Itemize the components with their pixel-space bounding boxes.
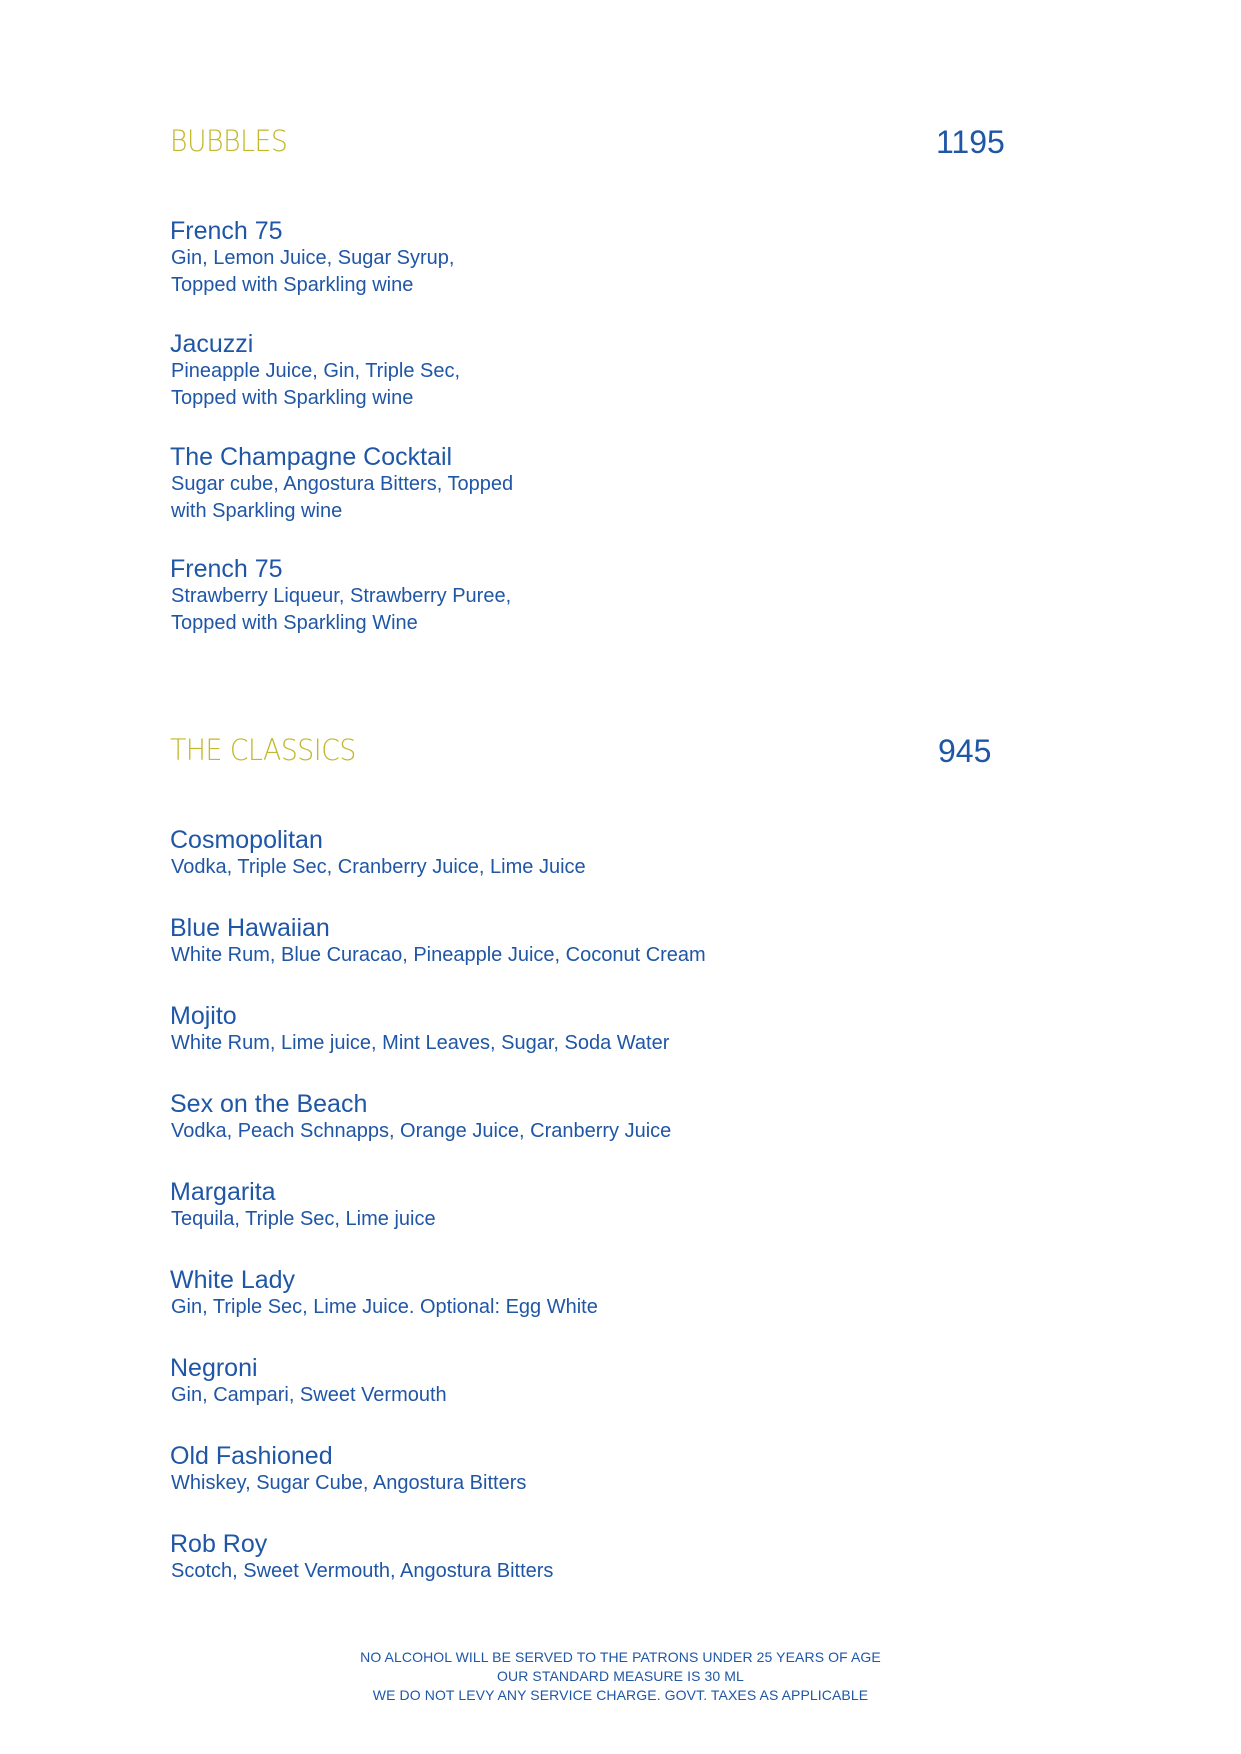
item-description	[171, 1294, 970, 1321]
item-description-line: Scotch, Sweet Vermouth, Angostura Bitters	[171, 1560, 554, 1582]
item-description-line: Gin, Campari, Sweet Vermouth	[171, 1384, 447, 1406]
section-price: 945	[938, 733, 992, 769]
footer-line: NO ALCOHOL WILL BE SERVED TO THE PATRONS UNDER 25 YEARS OF AGE	[360, 1649, 881, 1665]
item-name: Sex on the Beach	[170, 1090, 368, 1118]
item-name: French 75	[170, 555, 283, 583]
item-description	[171, 583, 970, 637]
item-name: Blue Hawaiian	[170, 914, 330, 942]
item-description-line: Tequila, Triple Sec, Lime juice	[171, 1208, 436, 1230]
menu-item	[170, 1354, 970, 1409]
menu-item	[170, 1178, 970, 1233]
item-name: The Champagne Cocktail	[170, 443, 453, 471]
item-description	[171, 1030, 970, 1057]
menu-item	[170, 443, 970, 525]
menu-item	[170, 217, 970, 299]
item-description-line: Vodka, Peach Schnapps, Orange Juice, Cranberry Juice	[171, 1120, 672, 1142]
item-description-line: Topped with Sparkling Wine	[171, 612, 418, 634]
item-description	[171, 1118, 970, 1145]
menu-item	[170, 555, 970, 637]
menu-item	[170, 1002, 970, 1057]
item-description	[171, 1470, 970, 1497]
footer-line: WE DO NOT LEVY ANY SERVICE CHARGE. GOVT. TAXES AS APPLICABLE	[372, 1687, 869, 1703]
item-name: Margarita	[170, 1178, 276, 1206]
item-description-line: White Rum, Lime juice, Mint Leaves, Sugar, Soda Water	[171, 1032, 670, 1054]
item-description	[171, 1206, 970, 1233]
item-name: Jacuzzi	[170, 330, 254, 358]
menu-item	[170, 1090, 970, 1145]
item-description	[171, 854, 970, 881]
section-title: BUBBLES	[170, 124, 288, 158]
section-header-bubbles	[170, 124, 1010, 174]
item-description-line: Whiskey, Sugar Cube, Angostura Bitters	[171, 1472, 527, 1494]
footer-notice	[0, 1648, 1241, 1705]
item-description-line: Pineapple Juice, Gin, Triple Sec,	[171, 360, 461, 382]
menu-item	[170, 330, 970, 412]
item-description-line: Topped with Sparkling wine	[171, 387, 414, 409]
item-description-line: Gin, Triple Sec, Lime Juice. Optional: Egg White	[171, 1296, 598, 1318]
item-description	[171, 1382, 970, 1409]
section-header-classics	[170, 733, 1010, 783]
menu-item	[170, 1266, 970, 1321]
item-description-line: Vodka, Triple Sec, Cranberry Juice, Lime Juice	[171, 856, 586, 878]
item-description	[171, 358, 970, 412]
item-description	[171, 245, 970, 299]
item-name: Mojito	[170, 1002, 237, 1030]
menu-item	[170, 914, 970, 969]
item-name: White Lady	[170, 1266, 296, 1294]
section-title: THE CLASSICS	[170, 733, 356, 767]
menu-item	[170, 826, 970, 881]
footer-line: OUR STANDARD MEASURE IS 30 ML	[497, 1668, 744, 1684]
item-description	[171, 942, 970, 969]
item-description-line: White Rum, Blue Curacao, Pineapple Juice, Coconut Cream	[171, 944, 706, 966]
menu-item	[170, 1442, 970, 1497]
item-description-line: Strawberry Liqueur, Strawberry Puree,	[171, 585, 512, 607]
item-description	[171, 471, 970, 525]
item-name: Old Fashioned	[170, 1442, 333, 1470]
item-description	[171, 1558, 970, 1585]
item-name: Negroni	[170, 1354, 258, 1382]
item-description-line: Sugar cube, Angostura Bitters, Topped	[171, 473, 514, 495]
item-description-line: Gin, Lemon Juice, Sugar Syrup,	[171, 247, 455, 269]
item-name: Rob Roy	[170, 1530, 268, 1558]
item-description-line: with Sparkling wine	[171, 500, 343, 522]
item-name: Cosmopolitan	[170, 826, 323, 854]
item-description-line: Topped with Sparkling wine	[171, 274, 414, 296]
section-price: 1195	[936, 124, 1005, 160]
menu-item	[170, 1530, 970, 1585]
item-name: French 75	[170, 217, 283, 245]
